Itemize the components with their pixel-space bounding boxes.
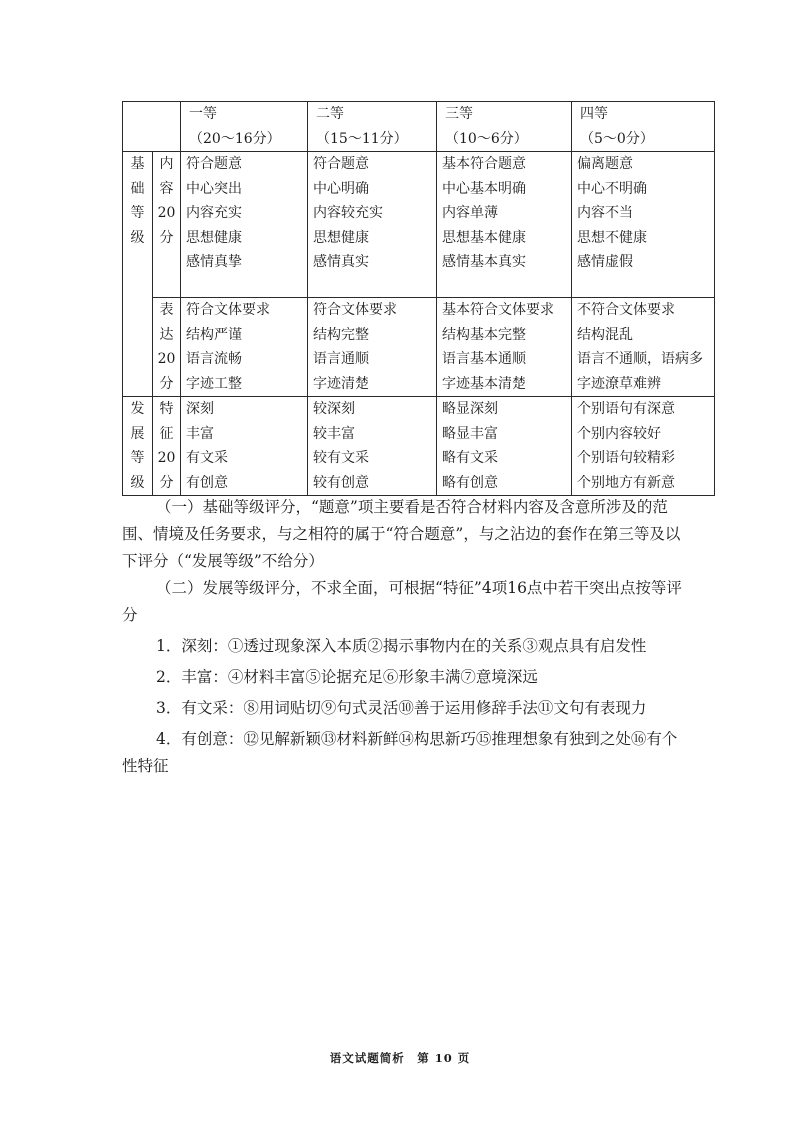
page-footer: 语文试题简析 第 10 页 bbox=[329, 1051, 471, 1065]
cell-content-grade4: 偏离题意 中心不明确 内容不当 思想不健康 感情虚假 bbox=[572, 152, 715, 298]
cell-expression-grade2: 符合文体要求 结构完整 语言通顺 字迹清楚 bbox=[308, 298, 437, 397]
scoring-rubric-table bbox=[122, 101, 715, 496]
cell-content-grade3: 基本符合题意 中心基本明确 内容单薄 思想基本健康 感情基本真实 bbox=[437, 152, 572, 298]
table-row-expression bbox=[123, 298, 715, 397]
note-item-4: 4．有创意：⑫见解新颖⑬材料新鲜⑭构思新巧⑮推理想象有独到之处⑯有个性特征 bbox=[122, 730, 678, 775]
sublabel-content: 内 容 20 分 bbox=[153, 152, 181, 298]
sublabel-feature: 特 征 20 分 bbox=[153, 397, 181, 496]
sublabel-expression: 表 达 20 分 bbox=[153, 298, 181, 397]
grade-header-4: 四等 （5～0分） bbox=[572, 102, 715, 152]
note-development-level: （二）发展等级评分，不求全面，可根据“特征”4项16点中若干突出点按等评分 bbox=[122, 579, 682, 624]
note-item-1: 1．深刻：①透过现象深入本质②揭示事物内在的关系③观点具有启发性 bbox=[156, 637, 647, 655]
note-item-2: 2．丰富：④材料丰富⑤论据充足⑥形象丰满⑦意境深远 bbox=[156, 668, 538, 686]
corner-cell bbox=[123, 102, 181, 152]
cell-expression-grade3: 基本符合文体要求 结构基本完整 语言基本通顺 字迹基本清楚 bbox=[437, 298, 572, 397]
note-basic-level: （一）基础等级评分，“题意”项主要看是否符合材料内容及含意所涉及的范围、情境及任务要求，与之相符的属于“符合题意”，与之沾边的套作在第三等及以下评分（“发展等级”不给分） bbox=[122, 498, 681, 570]
cell-content-grade1: 符合题意 中心突出 内容充实 思想健康 感情真挚 bbox=[181, 152, 308, 298]
cell-content-grade2: 符合题意 中心明确 内容较充实 思想健康 感情真实 bbox=[308, 152, 437, 298]
cell-feature-grade3: 略显深刻 略显丰富 略有文采 略有创意 bbox=[437, 397, 572, 496]
group-label-basic: 基 础 等 级 bbox=[123, 152, 153, 397]
scoring-notes bbox=[122, 494, 682, 780]
grade-header-3: 三等 （10～6分） bbox=[437, 102, 572, 152]
grade-header-1: 一等 （20～16分） bbox=[181, 102, 308, 152]
cell-expression-grade4: 不符合文体要求 结构混乱 语言不通顺，语病多 字迹潦草难辨 bbox=[572, 298, 715, 397]
note-item-3: 3．有文采：⑧用词贴切⑨句式灵活⑩善于运用修辞手法⑪文句有表现力 bbox=[156, 699, 647, 717]
cell-feature-grade1: 深刻 丰富 有文采 有创意 bbox=[181, 397, 308, 496]
table-row-content bbox=[123, 152, 715, 298]
cell-feature-grade2: 较深刻 较丰富 较有文采 较有创意 bbox=[308, 397, 437, 496]
cell-feature-grade4: 个别语句有深意 个别内容较好 个别语句较精彩 个别地方有新意 bbox=[572, 397, 715, 496]
cell-expression-grade1: 符合文体要求 结构严谨 语言流畅 字迹工整 bbox=[181, 298, 308, 397]
group-label-development: 发 展 等 级 bbox=[123, 397, 153, 496]
grade-header-2: 二等 （15～11分） bbox=[308, 102, 437, 152]
table-row-feature bbox=[123, 397, 715, 496]
header-row bbox=[123, 102, 715, 152]
